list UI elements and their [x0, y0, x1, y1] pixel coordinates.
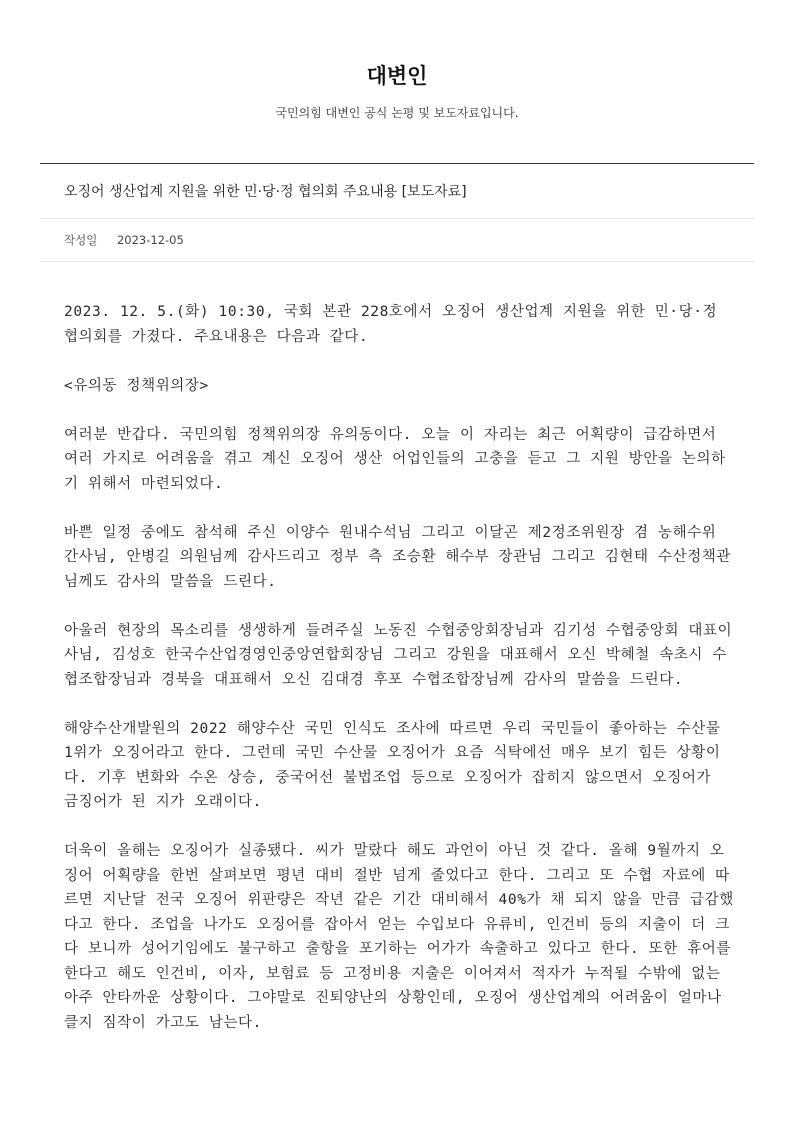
paragraph: 해양수산개발원의 2022 해양수산 국민 인식도 조사에 따르면 우리 국민들이 좋아하는 수산물 1위가 오징어라고 한다. 그런데 국민 수산물 오징어가 요즘 식탁에선 매우 보기 힘든 상황이다. 기후 변화와 수온 상승, 중국어선 불법조업 등으로 오징어가 잡히지 않으면서 오징어가 금징어가 된 지가 오래이다. [64, 720, 721, 810]
post-meta [64, 232, 184, 248]
header-divider [40, 163, 754, 164]
paragraph: 여러분 반갑다. 국민의힘 정책위의장 유의동이다. 오늘 이 자리는 최근 어획량이 급감하면서 여러 가지로 어려움을 겪고 계신 오징어 생산 어업인들의 고충을 듣고 그 지원 방안을 논의하기 위해서 마련되었다. [64, 426, 726, 492]
site-header [0, 0, 794, 122]
site-title[interactable]: 대변인 [366, 64, 428, 88]
meta-divider [40, 261, 754, 262]
paragraph: 더욱이 올해는 오징어가 실종됐다. 씨가 말랐다 해도 과언이 아닌 것 같다. 올해 9월까지 오징어 어획량을 한번 살펴보면 평년 대비 절반 넘게 줄었다고 한다. 그리고 또 수협 자료에 따르면 지난달 전국 오징어 위판량은 작년 같은 기간 대비해서 40%가 채 되지 않을 만큼 급감했다고 한다. 조업을 나가도 오징어를 잡아서 얻는 수입보다 유류비, 인건비 등의 지출이 더 크다 보니까 성어기임에도 불구하고 출항을 포기하는 어가가 속출하고 있다고 한다. 또한 휴어를 한다고 해도 인건비, 이자, 보험료 등 고정비용 지출은 이어져서 적자가 누적될 수밖에 없는 아주 안타까운 상황이다. 그야말로 진퇴양난의 상황인데, 오징어 생산업계의 어려움이 얼마나 클지 짐작이 가고도 남는다. [64, 843, 734, 1031]
site-description: 국민의힘 대변인 공식 논평 및 보도자료입니다. [275, 106, 519, 120]
speaker-heading: <유의동 정책위의장> [64, 377, 209, 394]
post-title: 오징어 생산업계 지원을 위한 민·당·정 협의회 주요내용 [보도자료] [64, 184, 467, 200]
paragraph: 2023. 12. 5.(화) 10:30, 국회 본관 228호에서 오징어 생산업계 지원을 위한 민·당·정 협의회를 가졌다. 주요내용은 다음과 같다. [64, 304, 718, 345]
post-date: 2023-12-05 [116, 233, 184, 247]
article-body [64, 300, 734, 1060]
paragraph: 아울러 현장의 목소리를 생생하게 들려주실 노동진 수협중앙회장님과 김기성 수협중앙회 대표이사님, 김성호 한국수산업경영인중앙연합회장님 그리고 강원을 대표해서 오신 박혜철 속초시 수협조합장님과 경북을 대표해서 오신 김대경 후포 수협조합장님께 감사의 말씀을 드린다. [64, 622, 733, 688]
date-label: 작성일 [64, 233, 98, 247]
title-divider [40, 218, 754, 219]
paragraph: 바쁜 일정 중에도 참석해 주신 이양수 원내수석님 그리고 이달곤 제2정조위원장 겸 농해수위 간사님, 안병길 의원님께 감사드리고 정부 측 조승환 해수부 장관님 그리고 김현태 수산정책관님께도 감사의 말씀을 드린다. [64, 524, 732, 590]
